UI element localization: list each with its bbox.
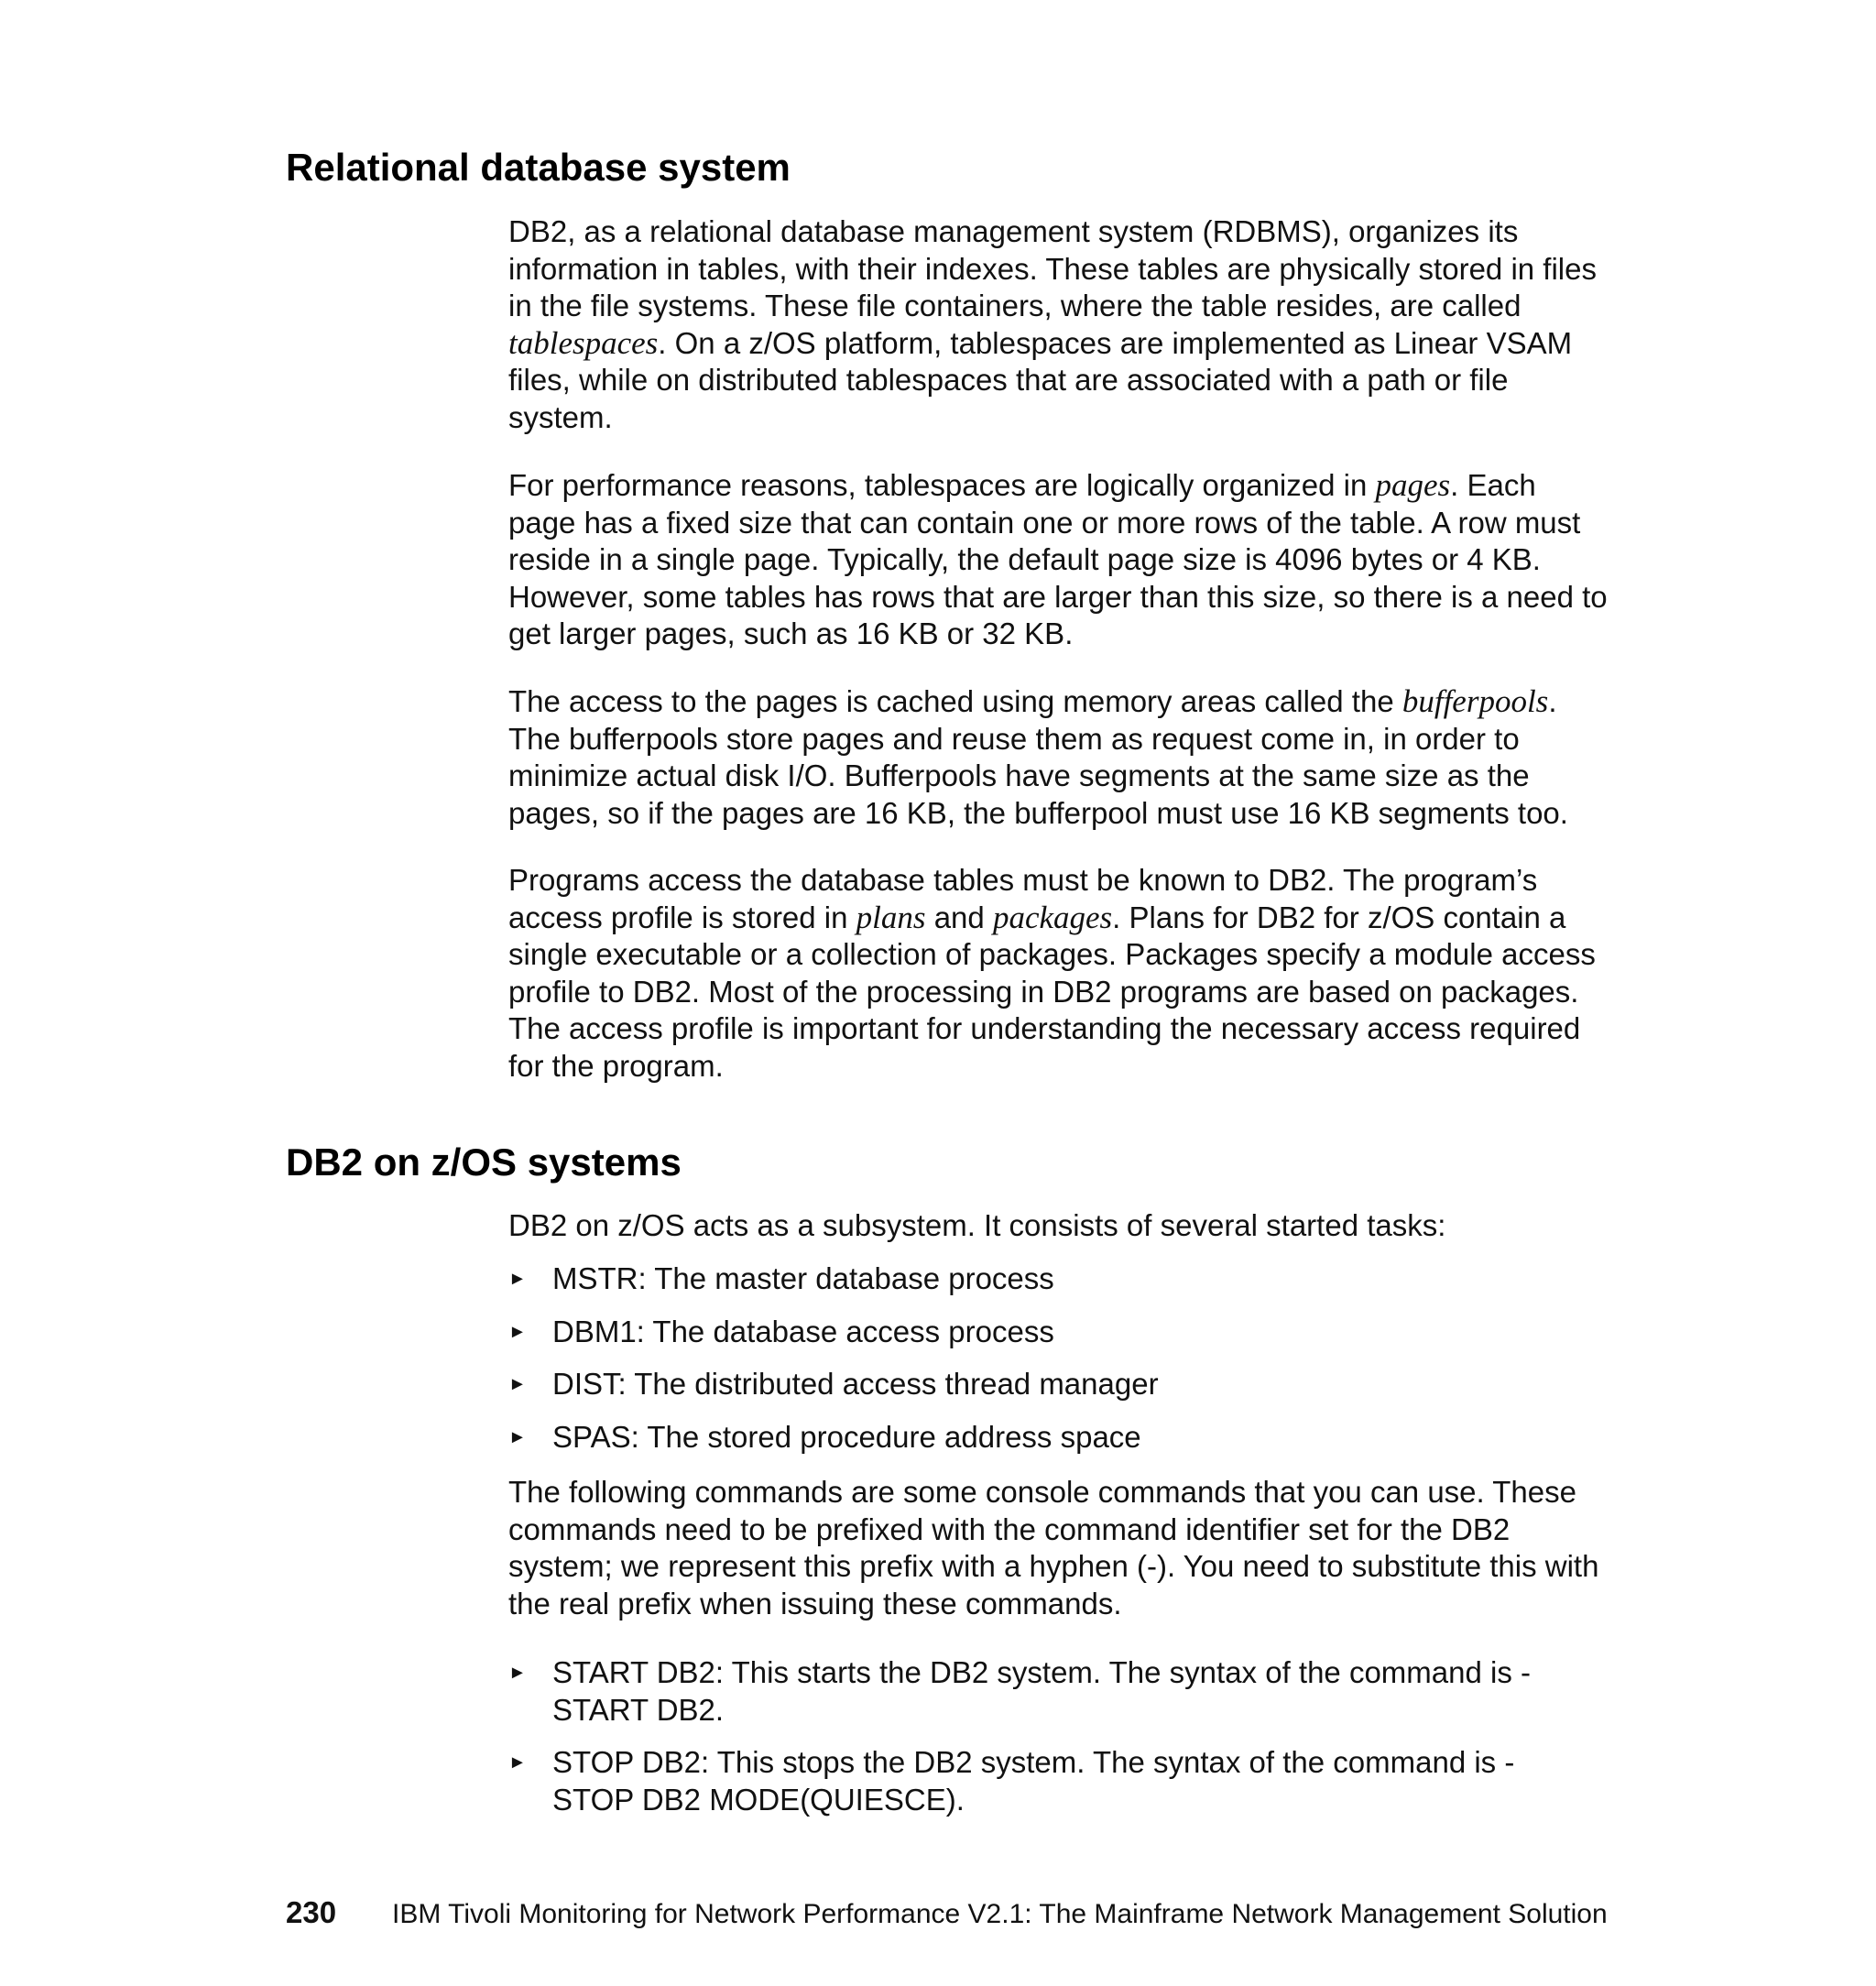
commands-list bbox=[508, 1654, 1562, 1818]
bullet-arrow-icon: ► bbox=[508, 1374, 527, 1394]
term-tablespaces: tablespaces bbox=[508, 324, 659, 361]
bullet-arrow-icon: ► bbox=[508, 1321, 527, 1342]
list-item-text: START DB2: This starts the DB2 system. The syntax of the command is -START DB2. bbox=[552, 1655, 1532, 1727]
paragraph-text: The access to the pages is cached using memory areas called the bbox=[508, 684, 1402, 718]
book-title: IBM Tivoli Monitoring for Network Performance V2.1: The Mainframe Network Management Solution bbox=[392, 1899, 1608, 1929]
paragraph-text: . The bufferpools store pages and reuse them as request come in, in order to minimize actual disk I/O. Bufferpools have segments at the same size as the pages, so if the pages are 16 KB, the bufferpool must use 16 KB segments too. bbox=[508, 684, 1568, 830]
paragraph-subsystem-intro bbox=[508, 1207, 1608, 1245]
paragraph-plans-packages bbox=[508, 862, 1608, 1085]
term-bufferpools: bufferpools bbox=[1402, 683, 1549, 719]
list-item bbox=[508, 1744, 1562, 1818]
paragraph-text: Programs access the database tables must be known to DB2. The program’s access profile is stored in bbox=[508, 863, 1538, 934]
term-pages: pages bbox=[1375, 467, 1451, 503]
paragraph-text: The following commands are some console commands that you can use. These commands need to be prefixed with the command identifier set for the DB2 system; we represent this prefix with a hyphen (-). You need to substitute this with the real prefix when issuing these commands. bbox=[508, 1475, 1599, 1620]
paragraph-bufferpools bbox=[508, 683, 1608, 832]
bullet-arrow-icon: ► bbox=[508, 1269, 527, 1289]
list-item bbox=[508, 1260, 1608, 1298]
page-footer bbox=[286, 1894, 1608, 1933]
paragraph-commands-intro bbox=[508, 1474, 1608, 1622]
bullet-arrow-icon: ► bbox=[508, 1663, 527, 1683]
list-item bbox=[508, 1366, 1608, 1403]
paragraph-text: For performance reasons, tablespaces are logically organized in bbox=[508, 468, 1376, 502]
section-heading-db2-on-zos: DB2 on z/OS systems bbox=[286, 1140, 682, 1184]
started-tasks-list bbox=[508, 1260, 1608, 1456]
list-item-text: MSTR: The master database process bbox=[552, 1261, 1054, 1295]
paragraph-text: . Plans for DB2 for z/OS contain a single executable or a collection of packages. Packages specify a module access profile to DB2. Most of the processing in DB2 programs are based on packages. The access profile is important for understanding the necessary access required for the program. bbox=[508, 900, 1596, 1083]
paragraph-text: . On a z/OS platform, tablespaces are implemented as Linear VSAM files, while on distributed tablespaces that are associated with a path or file system. bbox=[508, 325, 1573, 434]
paragraph-text: DB2 on z/OS acts as a subsystem. It consists of several started tasks: bbox=[508, 1208, 1446, 1242]
list-item bbox=[508, 1654, 1562, 1729]
bullet-arrow-icon: ► bbox=[508, 1752, 527, 1773]
list-item-text: DBM1: The database access process bbox=[552, 1314, 1054, 1348]
paragraph-text: . Each page has a fixed size that can contain one or more rows of the table. A row must reside in a single page. Typically, the default page size is 4096 bytes or 4 KB. However, some tables has rows that are larger than this size, so there is a need to get larger pages, such as 16 KB or 32 KB. bbox=[508, 468, 1608, 650]
paragraph-text: DB2, as a relational database management system (RDBMS), organizes its information in tables, with their indexes. These tables are physically stored in files in the file systems. These file containers, where the table resides, are called bbox=[508, 214, 1597, 322]
paragraph-pages bbox=[508, 467, 1608, 653]
list-item-text: DIST: The distributed access thread manager bbox=[552, 1367, 1159, 1401]
list-item bbox=[508, 1314, 1608, 1351]
page-number: 230 bbox=[286, 1895, 337, 1929]
list-item-text: SPAS: The stored procedure address space bbox=[552, 1419, 1141, 1454]
paragraph-text: and bbox=[925, 900, 993, 934]
section-heading-relational-database-system: Relational database system bbox=[286, 146, 791, 189]
bullet-arrow-icon: ► bbox=[508, 1426, 527, 1447]
term-plans: plans bbox=[856, 899, 926, 935]
list-item bbox=[508, 1419, 1608, 1457]
list-item-text: STOP DB2: This stops the DB2 system. The syntax of the command is -STOP DB2 MODE(QUIESCE). bbox=[552, 1745, 1515, 1817]
paragraph-rdbms-tables bbox=[508, 213, 1608, 436]
term-packages: packages bbox=[992, 899, 1113, 935]
